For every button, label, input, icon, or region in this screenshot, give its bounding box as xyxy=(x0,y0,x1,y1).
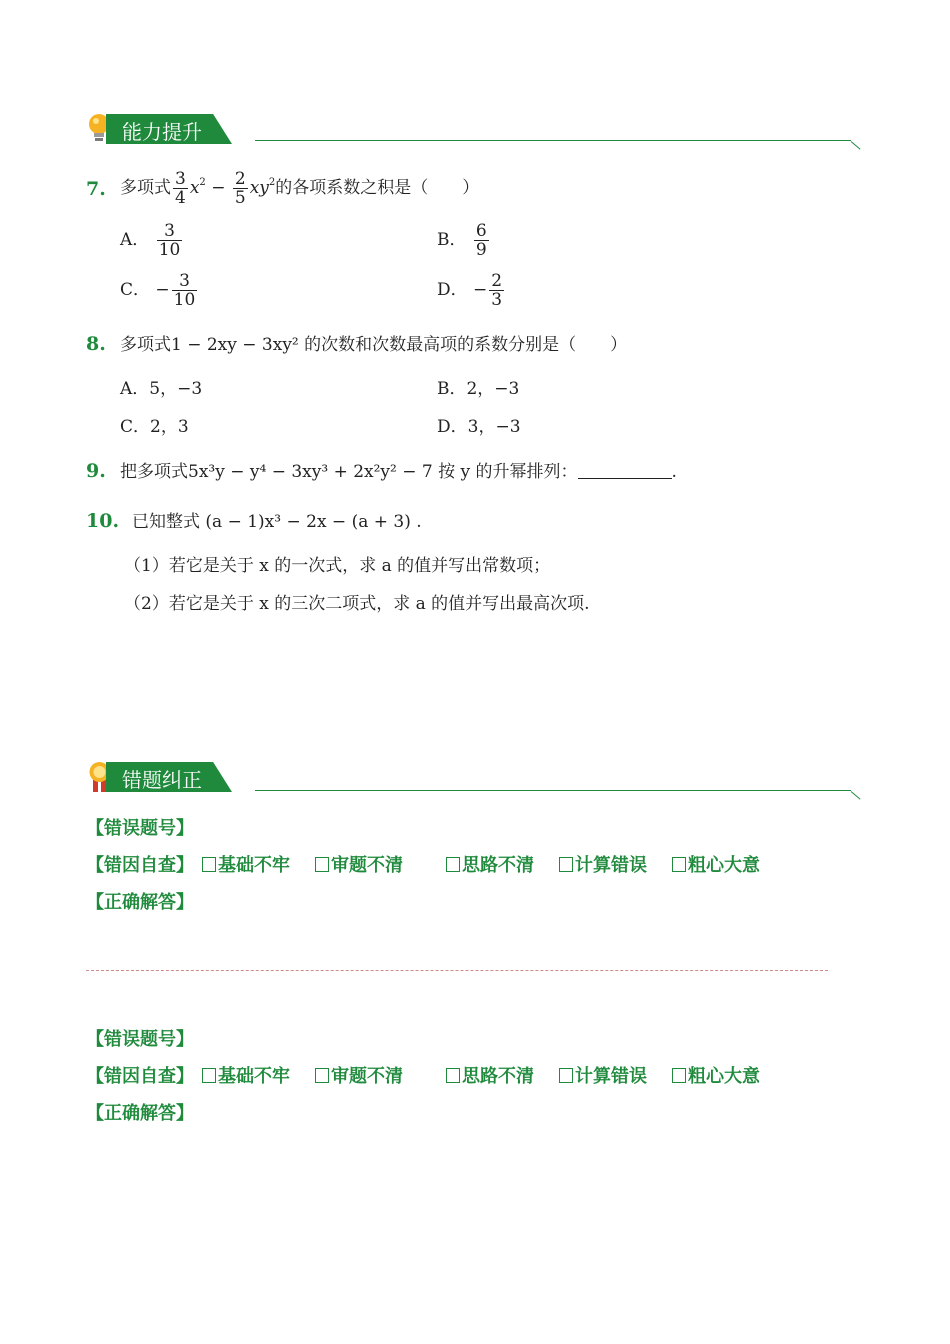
wrong-question-number-label: 【错误题号】 xyxy=(86,818,194,839)
correct-answer-label: 【正确解答】 xyxy=(86,892,194,913)
section-rule-tail xyxy=(851,791,861,799)
checkbox-icon[interactable] xyxy=(446,857,460,872)
section-rule-tail xyxy=(851,141,861,149)
question-number: 8. xyxy=(86,333,106,355)
stem-prefix: 多项式 xyxy=(120,178,171,198)
variable: xy xyxy=(249,178,269,198)
error-cause-label: 【错因自查】 xyxy=(86,855,194,876)
option-d: D． − $\frac{2}{3}$ xyxy=(437,271,503,310)
check-calculation[interactable]: 计算错误 xyxy=(559,851,647,877)
question-8-stem: 多项式1 − 2xy − 3xy² 的次数和次数最高项的系数分别是（ ） xyxy=(120,335,628,355)
question-number: 7. xyxy=(86,178,106,200)
error-cause-row xyxy=(86,851,786,875)
option-a: A．5，−3 xyxy=(120,379,203,399)
question-10-stem: 已知整式 (a − 1)x³ − 2x − (a + 3) . xyxy=(132,512,422,532)
stem-suffix: 的各项系数之积是（ ） xyxy=(275,178,480,198)
checkbox-icon[interactable] xyxy=(672,857,686,872)
question-number: 9. xyxy=(86,460,106,482)
option-c: C． − $\frac{3}{10}$ xyxy=(120,271,196,310)
checkbox-icon[interactable] xyxy=(202,857,216,872)
wrong-question-number-label: 【错误题号】 xyxy=(86,1029,194,1050)
check-approach[interactable]: 思路不清 xyxy=(446,851,534,877)
checkbox-icon[interactable] xyxy=(559,1068,573,1083)
question-10-part-2: （2）若它是关于 x 的三次二项式，求 a 的值并写出最高次项. xyxy=(124,594,590,614)
divider xyxy=(86,970,828,971)
section-rule xyxy=(255,790,851,791)
checkbox-icon[interactable] xyxy=(315,1068,329,1083)
section-rule xyxy=(255,140,851,141)
checkbox-icon[interactable] xyxy=(672,1068,686,1083)
question-7-stem: 多项式 $\frac{3}{4}$ $x^2$ − $\frac{2}{5}$ $xy^2$的各项系数之积是（ ） xyxy=(120,169,480,208)
check-approach[interactable]: 思路不清 xyxy=(446,1062,534,1088)
section-title: 错题纠正 xyxy=(122,768,202,792)
question-9-stem: 把多项式5x³y − y⁴ − 3xy³ + 2x²y² − 7 按 y 的升幂排列： . xyxy=(120,462,677,482)
checkbox-icon[interactable] xyxy=(559,857,573,872)
variable: x xyxy=(189,178,200,198)
option-a: A． $\frac{3}{10}$ xyxy=(120,221,181,260)
question-10-part-1: （1）若它是关于 x 的一次式，求 a 的值并写出常数项； xyxy=(124,556,551,576)
check-careless[interactable]: 粗心大意 xyxy=(672,851,760,877)
checkbox-icon[interactable] xyxy=(446,1068,460,1083)
check-reading[interactable]: 审题不清 xyxy=(315,1062,403,1088)
check-calculation[interactable]: 计算错误 xyxy=(559,1062,647,1088)
section-title: 能力提升 xyxy=(122,120,202,144)
check-reading[interactable]: 审题不清 xyxy=(315,851,403,877)
option-c: C．2，3 xyxy=(120,417,189,437)
error-cause-row xyxy=(86,1062,786,1086)
answer-blank[interactable] xyxy=(578,462,672,479)
fraction: $\frac{2}{5}$ xyxy=(234,169,246,208)
question-number: 10. xyxy=(86,510,120,532)
option-b: B． $\frac{6}{9}$ xyxy=(437,221,487,260)
fraction: $\frac{3}{4}$ xyxy=(175,169,186,208)
check-basics[interactable]: 基础不牢 xyxy=(202,851,290,877)
option-b: B．2，−3 xyxy=(437,379,520,399)
check-basics[interactable]: 基础不牢 xyxy=(202,1062,290,1088)
check-careless[interactable]: 粗心大意 xyxy=(672,1062,760,1088)
correct-answer-label: 【正确解答】 xyxy=(86,1103,194,1124)
error-cause-label: 【错因自查】 xyxy=(86,1066,194,1087)
checkbox-icon[interactable] xyxy=(315,857,329,872)
option-d: D．3，−3 xyxy=(437,417,521,437)
checkbox-icon[interactable] xyxy=(202,1068,216,1083)
